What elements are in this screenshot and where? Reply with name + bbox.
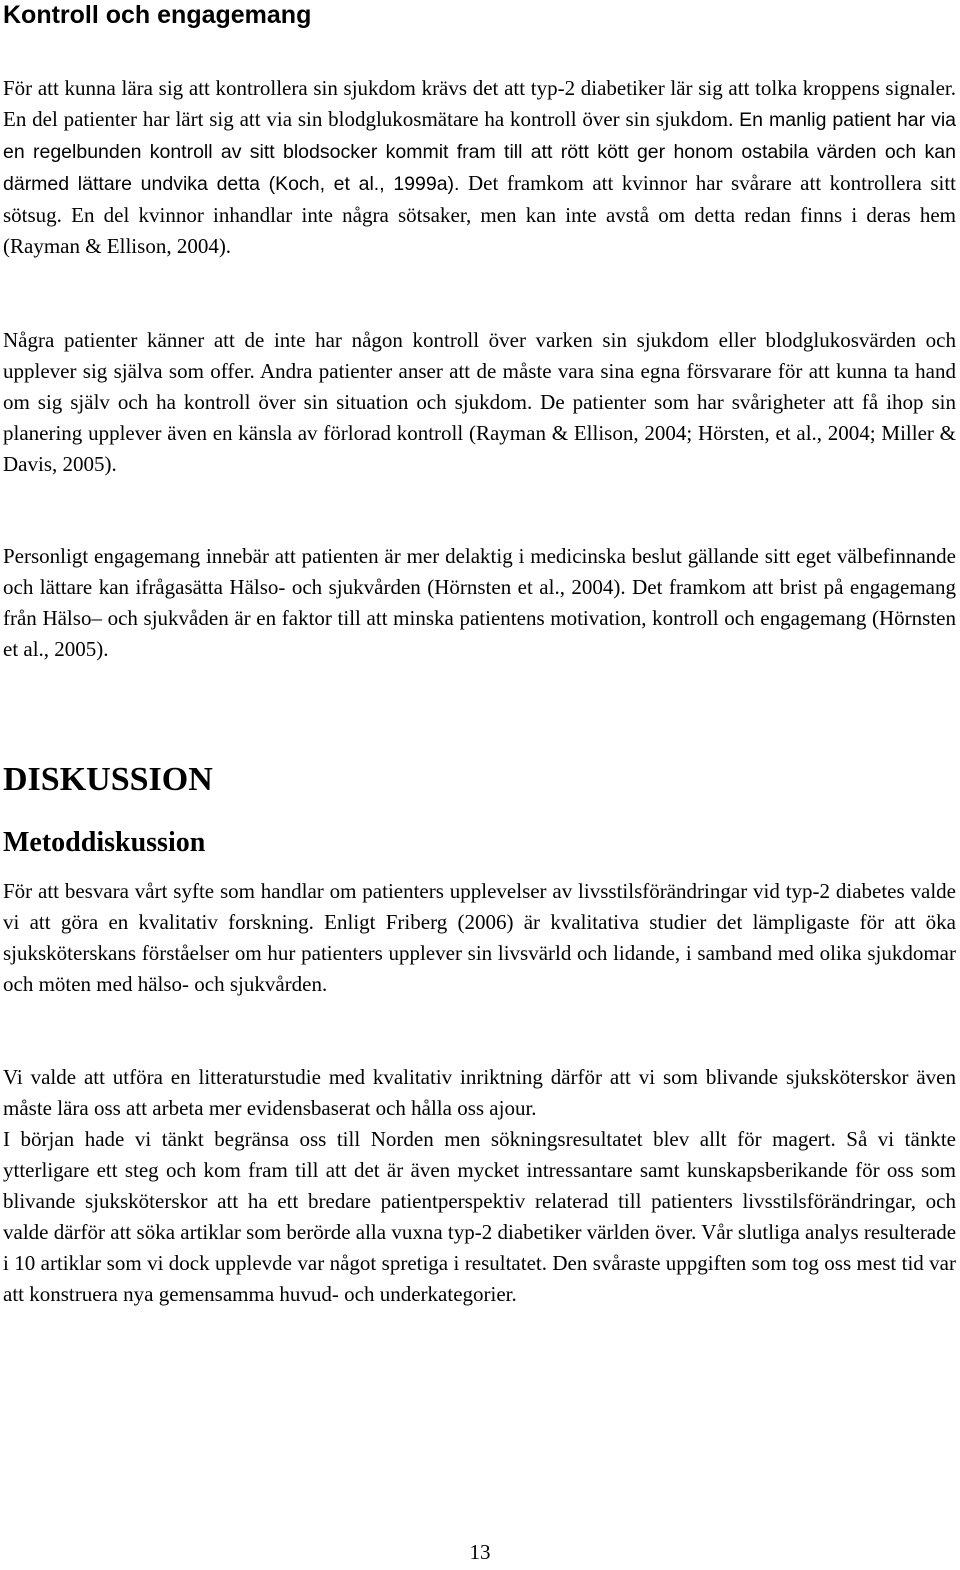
paragraph <box>3 73 956 291</box>
paragraph: Några patienter känner att de inte har någon kontroll över varken sin sjukdom eller blodglukosvärden och upplever sig själva som offer. Andra patienter anser att de måste vara sina egna försvarare för att kunna ta hand om sig själv och ha kontroll över sin situation och sjukdom. De patienter som har svårigheter att få ihop sin planering upplever även en känsla av förlorad kontroll (Rayman & Ellison, 2004; Hörsten, et al., 2004; Miller & Davis, 2005). <box>3 328 956 476</box>
section-heading: Kontroll och engagemang <box>3 1 312 29</box>
paragraph: I början hade vi tänkt begränsa oss till Norden men sökningsresultatet blev allt för magert. Så vi tänkte ytterligare ett steg och kom fram till att det är även mycket intressantare samt kunskapsberikande för oss som blivande sjuksköterskor att ha ett bredare patientperspektiv relaterad till patienters livsstilsförändringar, och valde därför att söka artiklar som berörde alla vuxna typ-2 diabetiker världen över. Vår slutliga analys resulterade i 10 artiklar som vi dock upplevde var något spretiga i resultatet. Den svåraste uppgiften som tog oss mest tid var att konstruera nya gemensamma huvud- och underkategorier. <box>3 1127 956 1306</box>
paragraph-text: För att kunna lära sig att kontrollera sin sjukdom krävs det att typ-2 diabetiker lär sig att tolka kroppens signaler. En del patienter har lärt sig att via sin blodglukosmätare ha kontroll över sin sjukdom. <box>3 76 956 131</box>
paragraph: Personligt engagemang innebär att patienten är mer delaktig i medicinska beslut gällande sitt eget välbefinnande och lättare kan ifrågasätta Hälso- och sjukvården (Hörnsten et al., 2004). Det framkom att brist på engagemang från Hälso– och sjukvåden är en faktor till att minska patientens motivation, kontroll och engagemang (Hörnsten et al., 2005). <box>3 544 956 661</box>
chapter-heading: DISKUSSION <box>3 761 213 798</box>
paragraph: För att besvara vårt syfte som handlar om patienters upplevelser av livsstilsförändringar vid typ-2 diabetes valde vi att göra en kvalitativ forskning. Enligt Friberg (2006) är kvalitativa studier det lämpligaste för att öka sjuksköterskans förståelser om hur patienters upplever sin livsvärld och lidande, i samband med olika sjukdomar och möten med hälso- och sjukvården. <box>3 879 956 996</box>
page-number: 13 <box>469 1540 491 1564</box>
paragraph: Vi valde att utföra en litteraturstudie med kvalitativ inriktning därför att vi som blivande sjuksköterskor även måste lära oss att arbeta mer evidensbaserat och hålla oss ajour. <box>3 1065 956 1120</box>
paragraph-text: Det framkom att kvinnor har svårare att kontrollera sitt sötsug. En del kvinnor inhandlar inte några sötsaker, men kan inte avstå om detta redan finns i deras hem (Rayman & Ellison, 2004). <box>3 171 956 258</box>
subsection-heading: Metoddiskussion <box>3 827 206 858</box>
paragraph-text-sans: En manlig patient har via en regelbunden kontroll av sitt blodsocker kommit fram till att rött kött ger honom ostabila värden och kan därmed lättare undvika detta (Koch, et al., 1999a). <box>3 109 956 195</box>
